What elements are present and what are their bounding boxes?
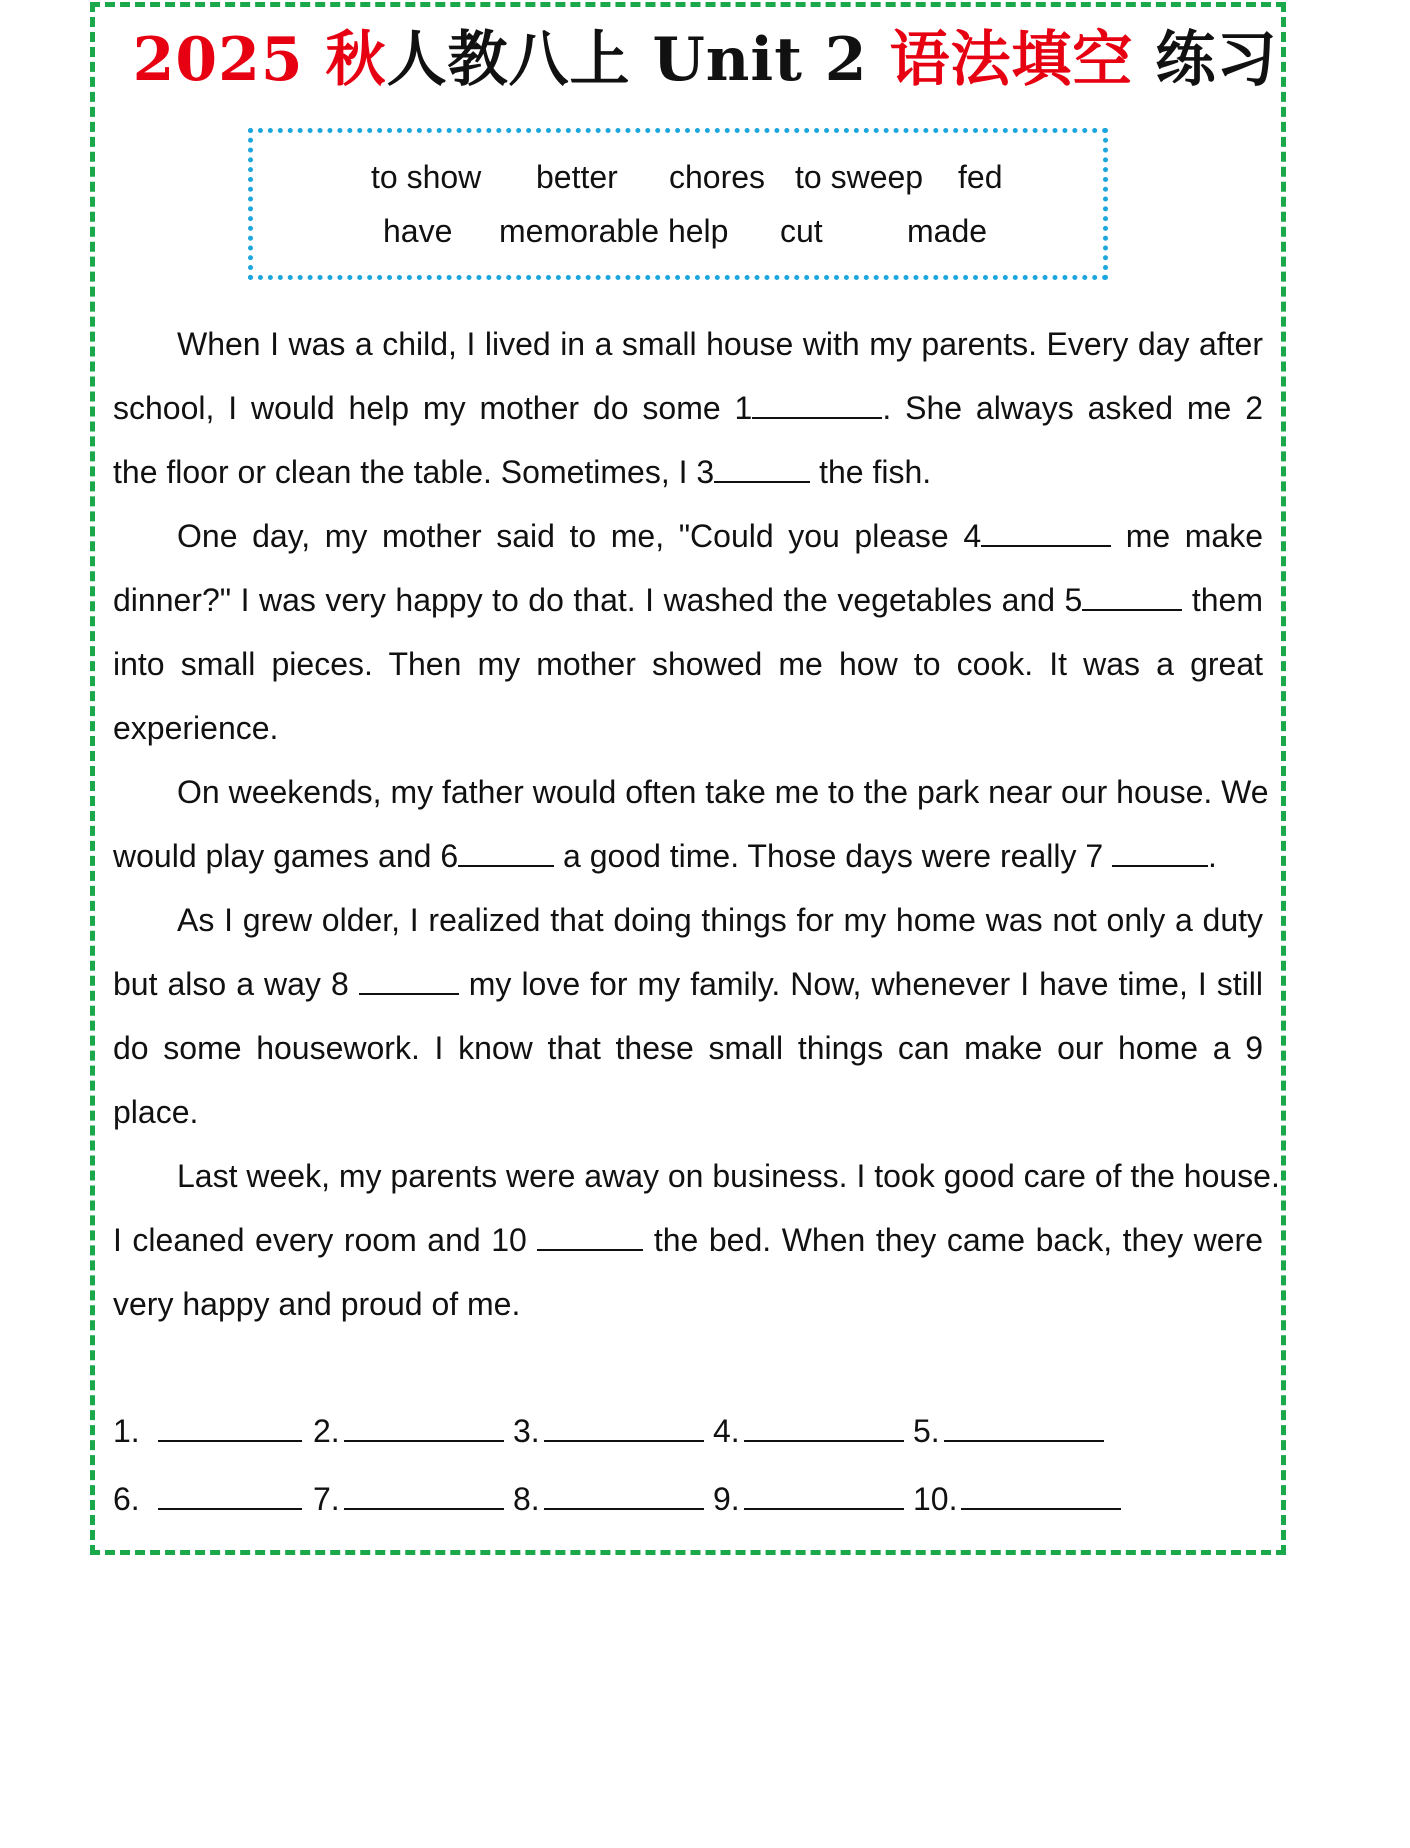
blank-4[interactable] bbox=[981, 515, 1111, 547]
passage-line: school, I would help my mother do some 1 . She always asked me 2 bbox=[113, 376, 1263, 440]
passage-line: but also a way 8 my love for my family. Now, whenever I have time, I still bbox=[113, 952, 1263, 1016]
answer-1[interactable]: 1. bbox=[113, 1410, 302, 1451]
title-suffix: 练习 bbox=[1133, 25, 1278, 95]
answer-8[interactable]: 8. bbox=[513, 1478, 704, 1519]
passage-line: place. bbox=[113, 1094, 199, 1130]
passage-line: the floor or clean the table. Sometimes, I 3 the fish. bbox=[113, 440, 1263, 504]
word-bank-item: to show bbox=[371, 159, 482, 195]
blank-3[interactable] bbox=[714, 451, 810, 483]
word-bank-item: to sweep bbox=[795, 159, 924, 195]
title-course: 人教八上 Unit 2 bbox=[386, 25, 890, 95]
answer-3[interactable]: 3. bbox=[513, 1410, 704, 1451]
title-topic: 语法填空 bbox=[889, 25, 1134, 95]
passage-line: dinner?" I was very happy to do that. I washed the vegetables and 5 them bbox=[113, 568, 1263, 632]
blank-1[interactable] bbox=[752, 387, 882, 419]
answer-9[interactable]: 9. bbox=[713, 1478, 904, 1519]
word-bank-item: better bbox=[536, 159, 618, 195]
passage-line: do some housework. I know that these small things can make our home a 9 bbox=[113, 1030, 1263, 1066]
blank-8[interactable] bbox=[359, 963, 459, 995]
passage-line: into small pieces. Then my mother showed me how to cook. It was a great bbox=[113, 646, 1263, 682]
passage-line: experience. bbox=[113, 710, 279, 746]
passage-line: On weekends, my father would often take me to the park near our house. We bbox=[177, 774, 1269, 810]
answer-7[interactable]: 7. bbox=[313, 1478, 504, 1519]
blank-6[interactable] bbox=[458, 835, 554, 867]
word-bank-item: fed bbox=[958, 159, 1003, 195]
passage-line: very happy and proud of me. bbox=[113, 1286, 521, 1322]
word-bank-item: cut bbox=[780, 213, 823, 249]
blank-7[interactable] bbox=[1112, 835, 1208, 867]
word-bank-item: have bbox=[383, 213, 453, 249]
word-bank bbox=[248, 128, 1108, 280]
word-bank-item: made bbox=[907, 213, 988, 249]
passage bbox=[113, 312, 1280, 1336]
passage-line: As I grew older, I realized that doing things for my home was not only a duty bbox=[177, 902, 1263, 938]
title-year: 2025 秋 bbox=[132, 25, 387, 95]
passage-line: I cleaned every room and 10 the bed. When they came back, they were bbox=[113, 1208, 1263, 1272]
passage-line: When I was a child, I lived in a small house with my parents. Every day after bbox=[177, 326, 1263, 362]
answer-6[interactable]: 6. bbox=[113, 1478, 302, 1519]
word-bank-item: chores bbox=[669, 159, 766, 195]
answer-4[interactable]: 4. bbox=[713, 1410, 904, 1451]
answer-5[interactable]: 5. bbox=[913, 1410, 1104, 1451]
passage-line: Last week, my parents were away on business. I took good care of the house. bbox=[177, 1158, 1280, 1194]
answer-10[interactable]: 10. bbox=[913, 1478, 1121, 1519]
passage-line: One day, my mother said to me, "Could you please 4 me make bbox=[113, 504, 1263, 568]
answer-2[interactable]: 2. bbox=[313, 1410, 504, 1451]
blank-5[interactable] bbox=[1082, 579, 1182, 611]
word-bank-item: memorable help bbox=[499, 213, 729, 249]
passage-line: would play games and 6 a good time. Those days were really 7 . bbox=[113, 824, 1263, 888]
blank-10[interactable] bbox=[537, 1219, 643, 1251]
page-title bbox=[0, 20, 1410, 100]
